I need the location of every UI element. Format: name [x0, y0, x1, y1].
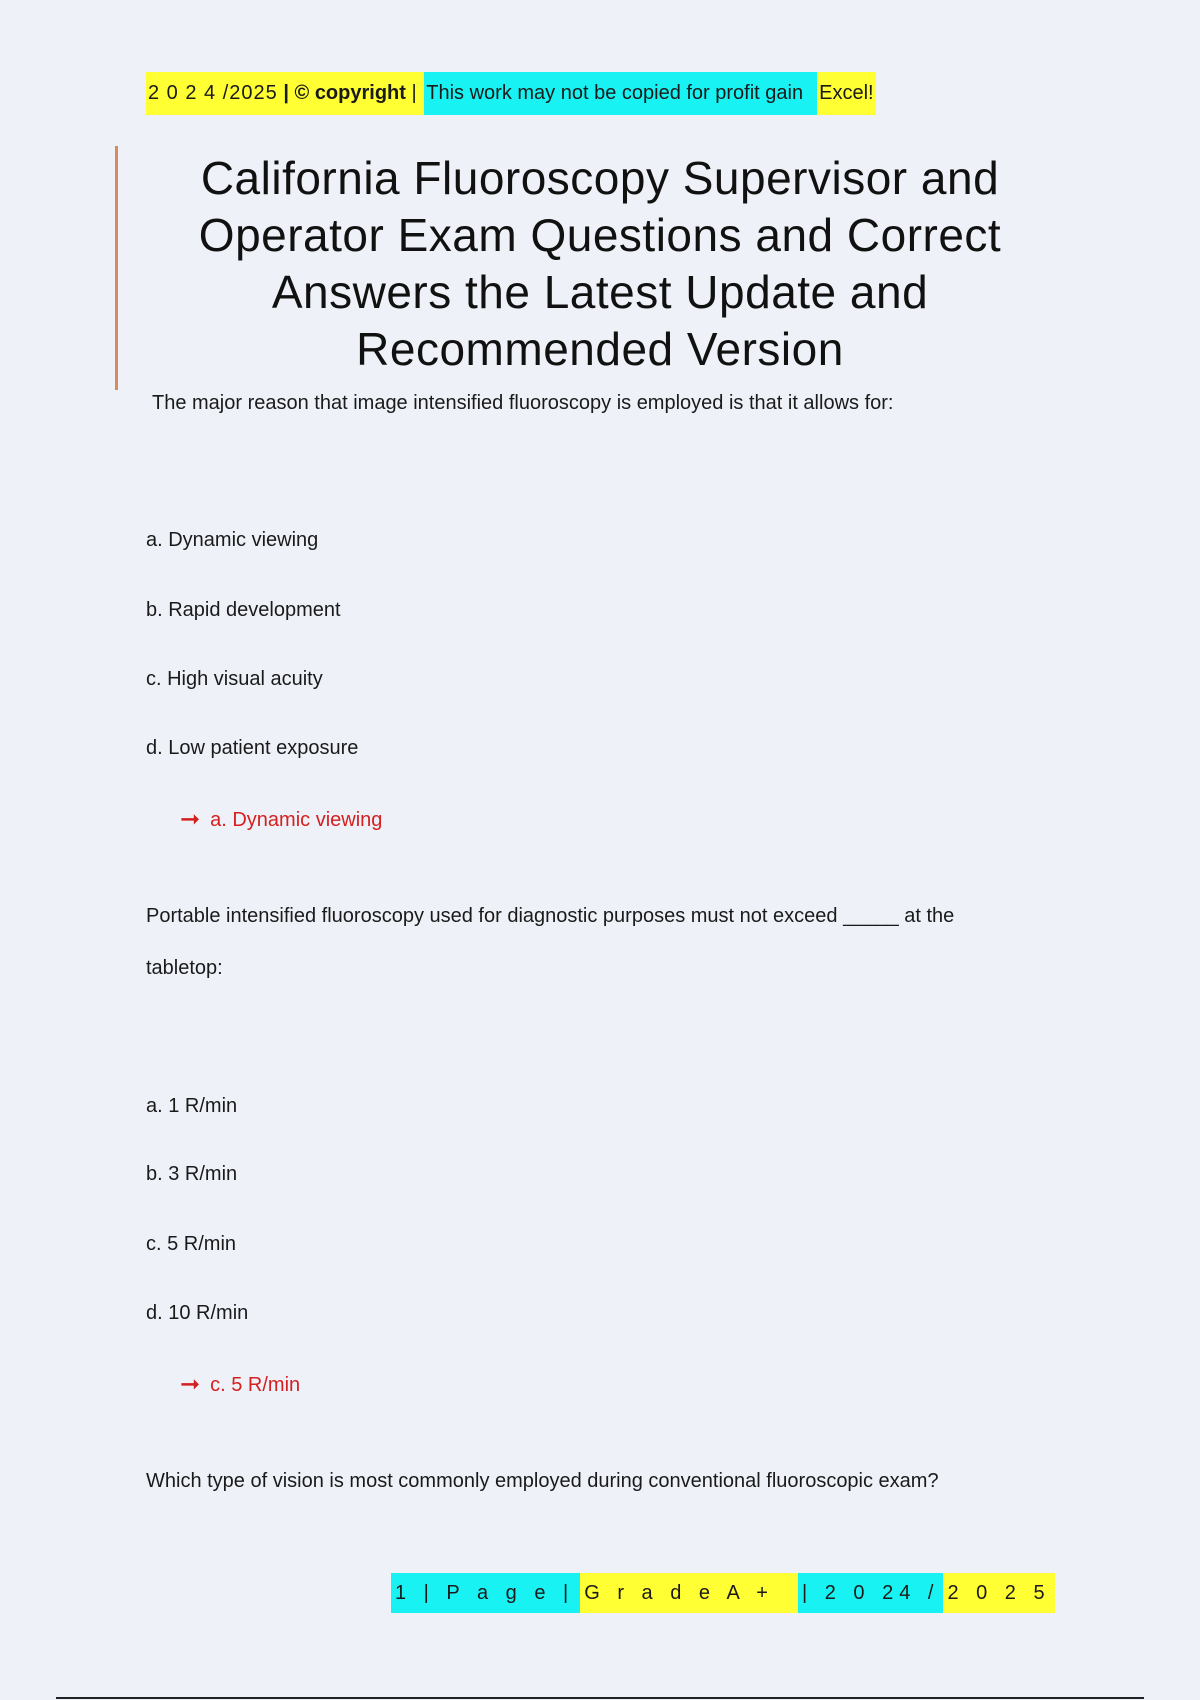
- header-separator: |: [277, 82, 295, 104]
- header-copyright: copyright: [314, 82, 406, 104]
- header-notice-text: This work may not be copied for profit gain: [426, 82, 804, 104]
- header-banner: [146, 72, 876, 115]
- page-bottom-rule: [56, 1697, 1144, 1699]
- question-2-text-line-2: tabletop:: [146, 957, 223, 979]
- footer-year-1: [798, 1573, 943, 1613]
- q1-option-b: b. Rapid development: [146, 599, 341, 621]
- question-3-text: Which type of vision is most commonly employed during conventional fluoroscopic exam?: [146, 1470, 939, 1492]
- header-separator-2: |: [405, 82, 423, 104]
- footer-page-number: [391, 1573, 580, 1613]
- title-line-2: Operator Exam Questions and Correct: [198, 209, 1002, 261]
- footer-year-1-text: | 2 0 24 /: [801, 1581, 940, 1604]
- title-line-3: Answers the Latest Update and: [271, 266, 929, 318]
- q2-answer-text: c. 5 R/min: [210, 1373, 301, 1396]
- header-notice: [424, 72, 817, 115]
- q1-answer: [180, 808, 382, 832]
- title-accent-rule: [115, 146, 118, 390]
- document-title: [130, 150, 1070, 378]
- q1-answer-text: a. Dynamic viewing: [210, 808, 383, 831]
- arrow-right-icon: ➞: [180, 806, 201, 833]
- footer-year-2-text: 2 0 2 5: [947, 1581, 1051, 1604]
- footer-grade: [580, 1573, 798, 1613]
- header-tag-text: Excel!: [819, 82, 874, 104]
- title-line-4: Recommended Version: [356, 323, 844, 375]
- footer-banner: [391, 1573, 1055, 1613]
- question-1-text: The major reason that image intensified fluoroscopy is employed is that it allows for:: [152, 392, 894, 414]
- q1-option-d: d. Low patient exposure: [146, 737, 359, 759]
- footer-year-2: [943, 1573, 1054, 1613]
- q2-option-b: b. 3 R/min: [146, 1163, 238, 1185]
- header-yellow-segment: [146, 72, 424, 115]
- q2-option-a: a. 1 R/min: [146, 1095, 238, 1117]
- copyright-icon: ©: [294, 82, 310, 104]
- q2-option-c: c. 5 R/min: [146, 1233, 237, 1255]
- header-year: 2 0 2 4 /2025: [148, 82, 278, 104]
- title-line-1: California Fluoroscopy Supervisor and: [200, 152, 1000, 204]
- q2-answer: [180, 1373, 300, 1397]
- footer-grade-text: G r a d e A +: [584, 1581, 774, 1604]
- q1-option-a: a. Dynamic viewing: [146, 529, 319, 551]
- footer-page-text: 1 | P a g e |: [395, 1581, 575, 1604]
- arrow-right-icon: ➞: [180, 1371, 201, 1398]
- q1-option-c: c. High visual acuity: [146, 668, 323, 690]
- question-2-text-line-1: Portable intensified fluoroscopy used for diagnostic purposes must not exceed _____ at the: [146, 905, 955, 927]
- q2-option-d: d. 10 R/min: [146, 1302, 249, 1324]
- header-tag: [817, 72, 875, 115]
